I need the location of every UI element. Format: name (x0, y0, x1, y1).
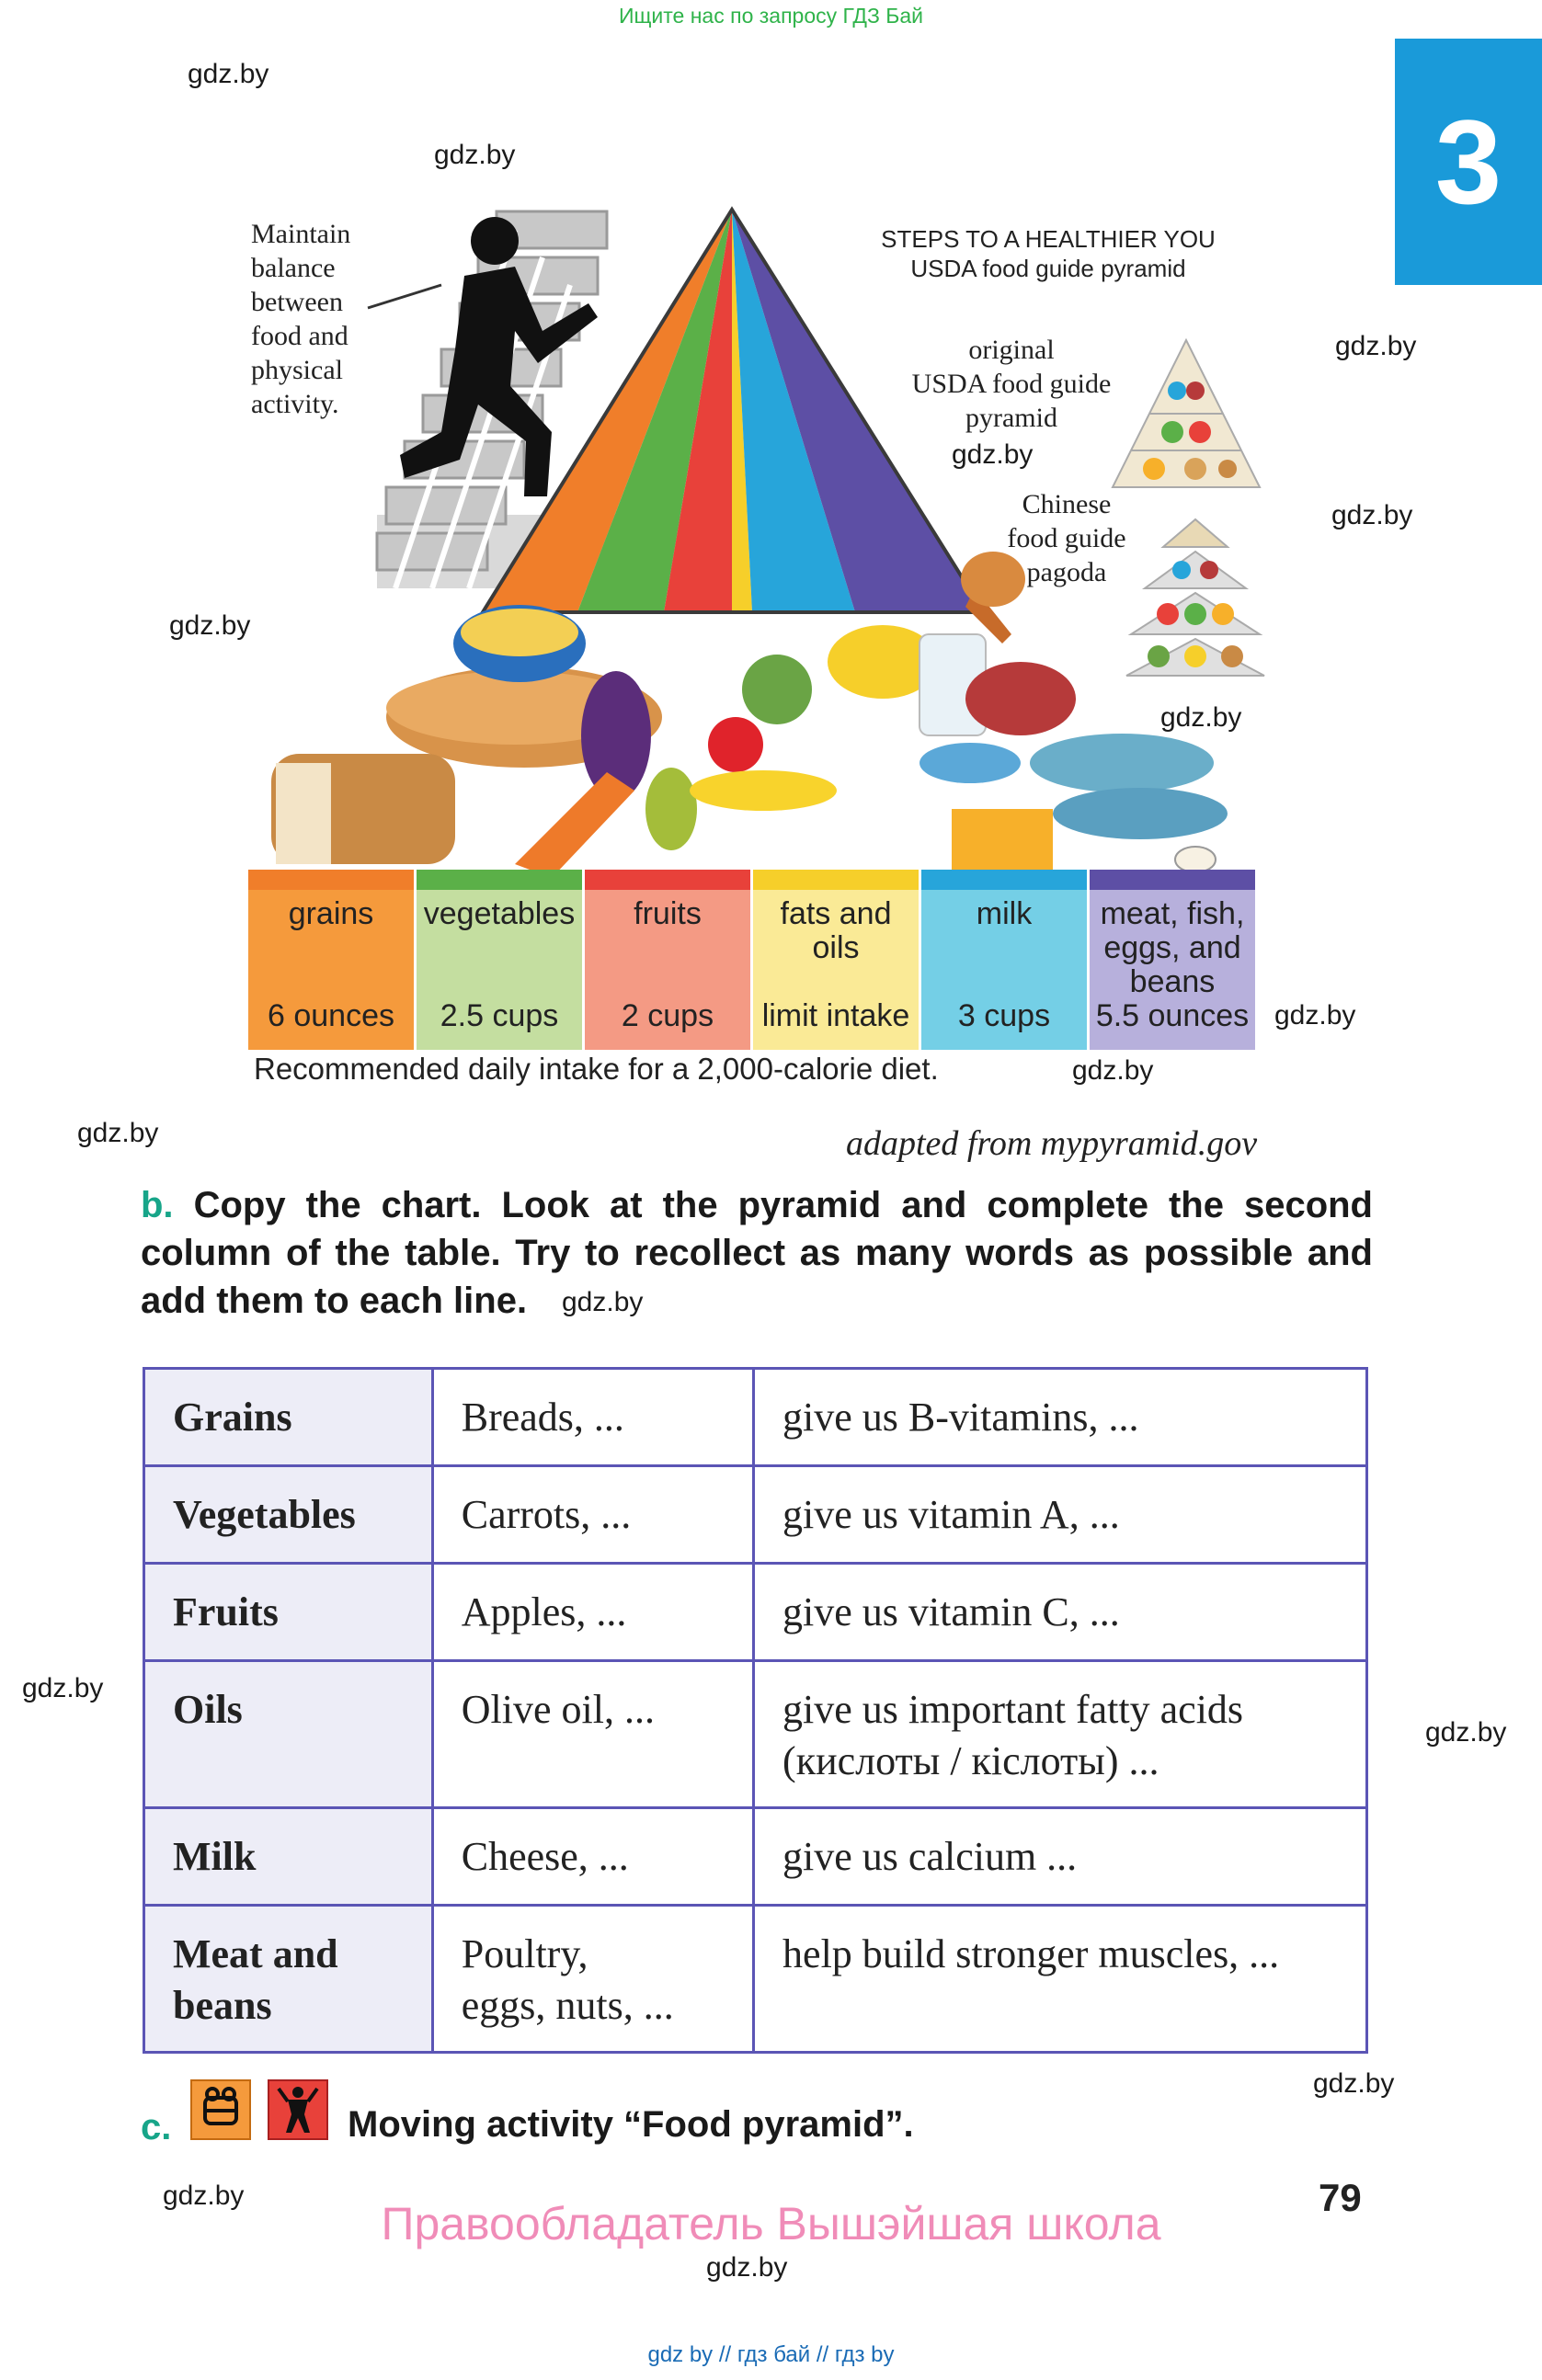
watermark: gdz.by (1331, 500, 1413, 530)
food-band-top (921, 870, 1087, 890)
table-cell-line: Grains (173, 1395, 292, 1440)
watermark: gdz.by (434, 140, 516, 170)
table-cell-line: help build stronger muscles, ... (782, 1931, 1280, 1976)
food-group-amount: 6 ounces (268, 998, 394, 1033)
food-group-name (1090, 897, 1255, 999)
label-line: pagoda (1026, 557, 1107, 587)
table-cell-examples (432, 1808, 753, 1906)
table-row (144, 1906, 1367, 2053)
table-cell-line: (кислоты / кiслоты) ... (782, 1738, 1159, 1783)
original-usda-pyramid-icon (1113, 340, 1260, 487)
table-cell-line: Cheese, ... (461, 1834, 629, 1879)
pyramid-title-line2: USDA food guide pyramid (910, 255, 1186, 282)
label-line: food guide (1007, 523, 1126, 553)
table-cell-benefit (754, 1466, 1367, 1564)
table-cell-benefit (754, 1808, 1367, 1906)
watermark: gdz.by (1072, 1055, 1154, 1086)
top-banner: Ищите нас по запросу ГДЗ Бай (618, 4, 924, 28)
watermark: gdz.by (1160, 702, 1242, 733)
table-cell-line: Breads, ... (461, 1395, 624, 1440)
table-cell-line: Oils (173, 1687, 243, 1732)
note-line: food and (251, 321, 348, 351)
page-number: 79 (1319, 2176, 1362, 2219)
table-row (144, 1564, 1367, 1661)
task-b-line (141, 1181, 1373, 1229)
table-cell-category (144, 1906, 433, 2053)
table-cell-line: give us vitamin C, ... (782, 1589, 1120, 1634)
food-band-top (417, 870, 582, 890)
food-group-name-line: fruits (634, 896, 702, 931)
table-cell-line: Fruits (173, 1589, 279, 1634)
table-cell-category (144, 1808, 433, 1906)
task-b-letter: b. (141, 1185, 174, 1225)
table-cell-line: give us calcium ... (782, 1834, 1078, 1879)
note-line: physical (251, 355, 343, 385)
table-cell-examples (432, 1466, 753, 1564)
table-cell-category (144, 1369, 433, 1466)
note-line: balance (251, 253, 336, 283)
food-band-top (248, 870, 414, 890)
note-line: activity. (251, 389, 339, 419)
table-cell-line: Carrots, ... (461, 1492, 632, 1537)
table-cell-benefit (754, 1906, 1367, 2053)
watermark: gdz.by (77, 1118, 159, 1148)
table-cell-benefit (754, 1661, 1367, 1808)
food-group-name-line: meat, fish, (1100, 896, 1245, 931)
food-group-name-line: fats and (780, 896, 892, 931)
table-cell-line: give us vitamin A, ... (782, 1492, 1120, 1537)
table-cell-category (144, 1466, 433, 1564)
food-group-name-line: milk (976, 896, 1033, 931)
watermark: gdz.by (169, 610, 251, 641)
table-cell-line: give us important fatty acids (782, 1687, 1244, 1732)
food-group-name-line: eggs, and (1103, 930, 1241, 965)
table-cell-category (144, 1661, 433, 1808)
food-group-name (417, 897, 582, 931)
food-band-top (1090, 870, 1255, 890)
food-group-amount: limit intake (761, 998, 910, 1033)
table-cell-examples (432, 1661, 753, 1808)
task-c-text: Moving activity “Food pyramid”. (348, 2104, 914, 2145)
chapter-tab: 3 (1395, 39, 1542, 285)
food-group-amount: 3 cups (957, 998, 1051, 1033)
watermark: gdz.by (188, 59, 269, 89)
food-group-name (248, 897, 414, 931)
label-line: pyramid (965, 403, 1057, 433)
chinese-pagoda-label (993, 487, 1140, 589)
food-group-name (585, 897, 750, 931)
note-line: between (251, 287, 343, 317)
moving-person-icon (268, 2079, 328, 2140)
pointer-line (368, 285, 441, 308)
table-cell-line: give us B-vitamins, ... (782, 1395, 1139, 1440)
watermark: gdz.by (1335, 331, 1417, 361)
table-cell-category (144, 1564, 433, 1661)
note-line: Maintain (251, 219, 351, 249)
food-groups-table (143, 1367, 1368, 2054)
task-c-letter: c. (141, 2107, 172, 2147)
balance-note (251, 217, 350, 421)
watermark: gdz.by (1274, 1000, 1356, 1031)
chinese-pagoda-icon (1126, 519, 1264, 676)
pyramid-title (828, 224, 1269, 283)
food-group-name-line: oils (812, 930, 860, 965)
watermark: gdz.by (952, 439, 1034, 470)
pyramid-caption: Recommended daily intake for a 2,000-calorie diet. (254, 1052, 939, 1086)
task-b-line: add them to each line. (141, 1281, 528, 1321)
label-line: USDA food guide (911, 369, 1112, 399)
table-cell-line: Meat and (173, 1931, 338, 1976)
table-cell-benefit (754, 1564, 1367, 1661)
table-cell-line: beans (173, 1983, 272, 2028)
table-cell-examples (432, 1369, 753, 1466)
table-row (144, 1369, 1367, 1466)
original-pyramid-label (892, 333, 1131, 435)
table-cell-examples (432, 1564, 753, 1661)
food-group-amount: 5.5 ounces (1095, 998, 1250, 1033)
food-group-amount: 2.5 cups (440, 998, 559, 1033)
food-group-name (921, 897, 1087, 931)
table-cell-line: Poultry, (461, 1931, 588, 1976)
watermark: gdz.by (706, 2252, 788, 2283)
pyramid-title-line1: STEPS TO A HEALTHIER YOU (881, 225, 1216, 253)
table-cell-line: eggs, nuts, ... (461, 1983, 674, 2028)
task-b-text: Copy the chart. Look at the pyramid and complete the second (193, 1185, 1373, 1225)
food-band-top (753, 870, 919, 890)
table-cell-line: Apples, ... (461, 1589, 627, 1634)
food-band-top (585, 870, 750, 890)
food-group-name-line: beans (1129, 964, 1216, 999)
task-b (141, 1181, 1373, 1325)
food-group-name-line: grains (288, 896, 374, 931)
table-cell-line: Vegetables (173, 1492, 356, 1537)
label-line: original (968, 335, 1055, 365)
table-cell-line: Milk (173, 1834, 257, 1879)
source-credit: adapted from mypyramid.gov (846, 1124, 1258, 1163)
table-row (144, 1466, 1367, 1564)
table-cell-examples (432, 1906, 753, 2053)
watermark: gdz.by (1425, 1717, 1507, 1748)
table-cell-line: Olive oil, ... (461, 1687, 655, 1732)
table-cell-benefit (754, 1369, 1367, 1466)
food-group-amount: 2 cups (621, 998, 714, 1033)
table-row (144, 1808, 1367, 1906)
watermark: gdz.by (562, 1287, 644, 1317)
table-row (144, 1661, 1367, 1808)
watermark: gdz.by (22, 1673, 104, 1703)
bottom-links: gdz by // гдз бай // гдз by (647, 2342, 895, 2367)
food-group-name-line: vegetables (423, 896, 576, 931)
watermark: gdz.by (163, 2181, 245, 2211)
food-group-name (753, 897, 919, 965)
copyright-footer: Правообладатель Вышэйшая школа (381, 2198, 1161, 2249)
watermark: gdz.by (1313, 2068, 1395, 2099)
group-work-icon (190, 2079, 251, 2140)
task-b-line: column of the table. Try to recollect as many words as possible and (141, 1233, 1373, 1273)
label-line: Chinese (1022, 489, 1112, 519)
